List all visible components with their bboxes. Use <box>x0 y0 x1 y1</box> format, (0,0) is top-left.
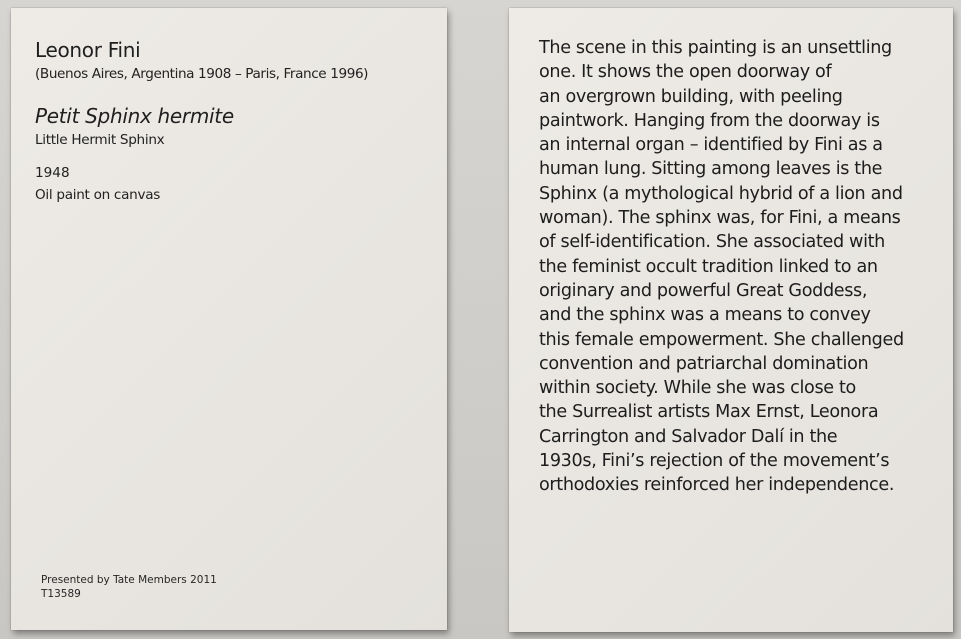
credit-block <box>41 573 217 601</box>
description-line: woman). The sphinx was, for Fini, a means <box>539 208 901 229</box>
description-line: of self-identification. She associated with <box>539 232 885 253</box>
description-text <box>539 36 939 498</box>
description-line: and the sphinx was a means to convey <box>539 305 871 326</box>
description-line: originary and powerful Great Goddess, <box>539 280 868 301</box>
artwork-title: Petit Sphinx hermite <box>35 104 234 128</box>
description-line: orthodoxies reinforced her independence. <box>539 475 895 496</box>
description-line: this female empowerment. She challenged <box>539 329 904 350</box>
accession-number: T13589 <box>41 588 81 600</box>
description-line: 1930s, Fini’s rejection of the movement’s <box>539 451 890 472</box>
artwork-medium: Oil paint on canvas <box>35 187 161 203</box>
description-line: an internal organ – identified by Fini as a <box>539 135 883 156</box>
artwork-year: 1948 <box>35 165 70 181</box>
artwork-label-card <box>11 8 447 630</box>
description-line: the feminist occult tradition linked to an <box>539 256 878 277</box>
description-line: convention and patriarchal domination <box>539 353 869 374</box>
description-line: the Surrealist artists Max Ernst, Leonora <box>539 402 879 423</box>
description-line: human lung. Sitting among leaves is the <box>539 159 883 180</box>
description-line: Carrington and Salvador Dalí in the <box>539 426 838 447</box>
description-line: within society. While she was close to <box>539 378 856 399</box>
description-line: The scene in this painting is an unsettling <box>539 38 892 58</box>
description-line: one. It shows the open doorway of <box>539 62 832 83</box>
credit-line: Presented by Tate Members 2011 <box>41 574 217 586</box>
artist-dates: (Buenos Aires, Argentina 1908 – Paris, France 1996) <box>35 66 369 82</box>
interpretation-label-card <box>509 8 953 632</box>
description-line: Sphinx (a mythological hybrid of a lion and <box>539 183 903 204</box>
artist-name: Leonor Fini <box>35 38 141 62</box>
artwork-title-translation: Little Hermit Sphinx <box>35 132 165 148</box>
description-line: paintwork. Hanging from the doorway is <box>539 110 880 131</box>
description-line: an overgrown building, with peeling <box>539 86 843 107</box>
